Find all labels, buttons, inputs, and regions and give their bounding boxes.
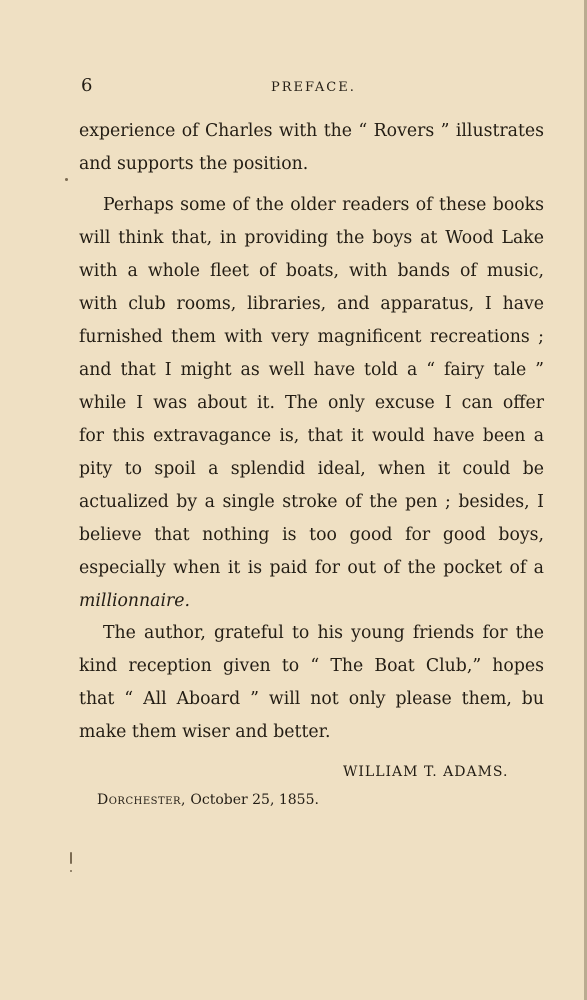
author-signature: WILLIAM T. ADAMS. xyxy=(343,764,509,780)
text-line: Perhaps some of the older readers of these books xyxy=(103,195,544,215)
text-line: The author, grateful to his young friends for the xyxy=(103,623,544,643)
text-line: will think that, in providing the boys at Wood Lake xyxy=(79,228,544,248)
text-line: furnished them with very magnificent recreations ; xyxy=(79,327,544,347)
text-line-italic: millionnaire. xyxy=(79,591,190,611)
text-line: with club rooms, libraries, and apparatus, I have xyxy=(79,294,544,314)
preface-body-part-1 xyxy=(79,115,544,181)
paragraph-1 xyxy=(79,115,544,181)
text-line: especially when it is paid for out of the pocket of a xyxy=(79,558,544,578)
text-line: with a whole fleet of boats, with bands of music, xyxy=(79,261,544,281)
text-line: make them wiser and better. xyxy=(79,722,331,742)
text-line: pity to spoil a splendid ideal, when it could be xyxy=(79,459,544,479)
paragraph-3 xyxy=(79,617,544,749)
text-line: actualized by a single stroke of the pen ; besides, I xyxy=(79,492,544,512)
text-line: believe that nothing is too good for good boys, xyxy=(79,525,544,545)
dateline-place: Dorchester, xyxy=(97,792,186,808)
paper-speck xyxy=(65,178,68,181)
running-head: PREFACE. xyxy=(271,80,356,95)
text-line: and that I might as well have told a “ fairy tale ” xyxy=(79,360,544,380)
page-number: 6 xyxy=(81,75,93,96)
preface-body-part-3 xyxy=(79,617,544,749)
text-line: kind reception given to “ The Boat Club,” hopes xyxy=(79,656,544,676)
text-line: experience of Charles with the “ Rovers ” illustrates xyxy=(79,121,544,141)
text-line: and supports the position. xyxy=(79,154,309,174)
paper-speck xyxy=(70,870,72,872)
paragraph-2 xyxy=(79,189,544,618)
dateline-date: October 25, 1855. xyxy=(185,792,319,808)
text-line: for this extravagance is, that it would have been a xyxy=(79,426,544,446)
preface-body-part-2 xyxy=(79,189,544,618)
text-line: while I was about it. The only excuse I can offer xyxy=(79,393,544,413)
text-line: that “ All Aboard ” will not only please them, bu xyxy=(79,689,544,709)
dateline xyxy=(97,790,319,810)
paper-speck xyxy=(70,852,72,864)
